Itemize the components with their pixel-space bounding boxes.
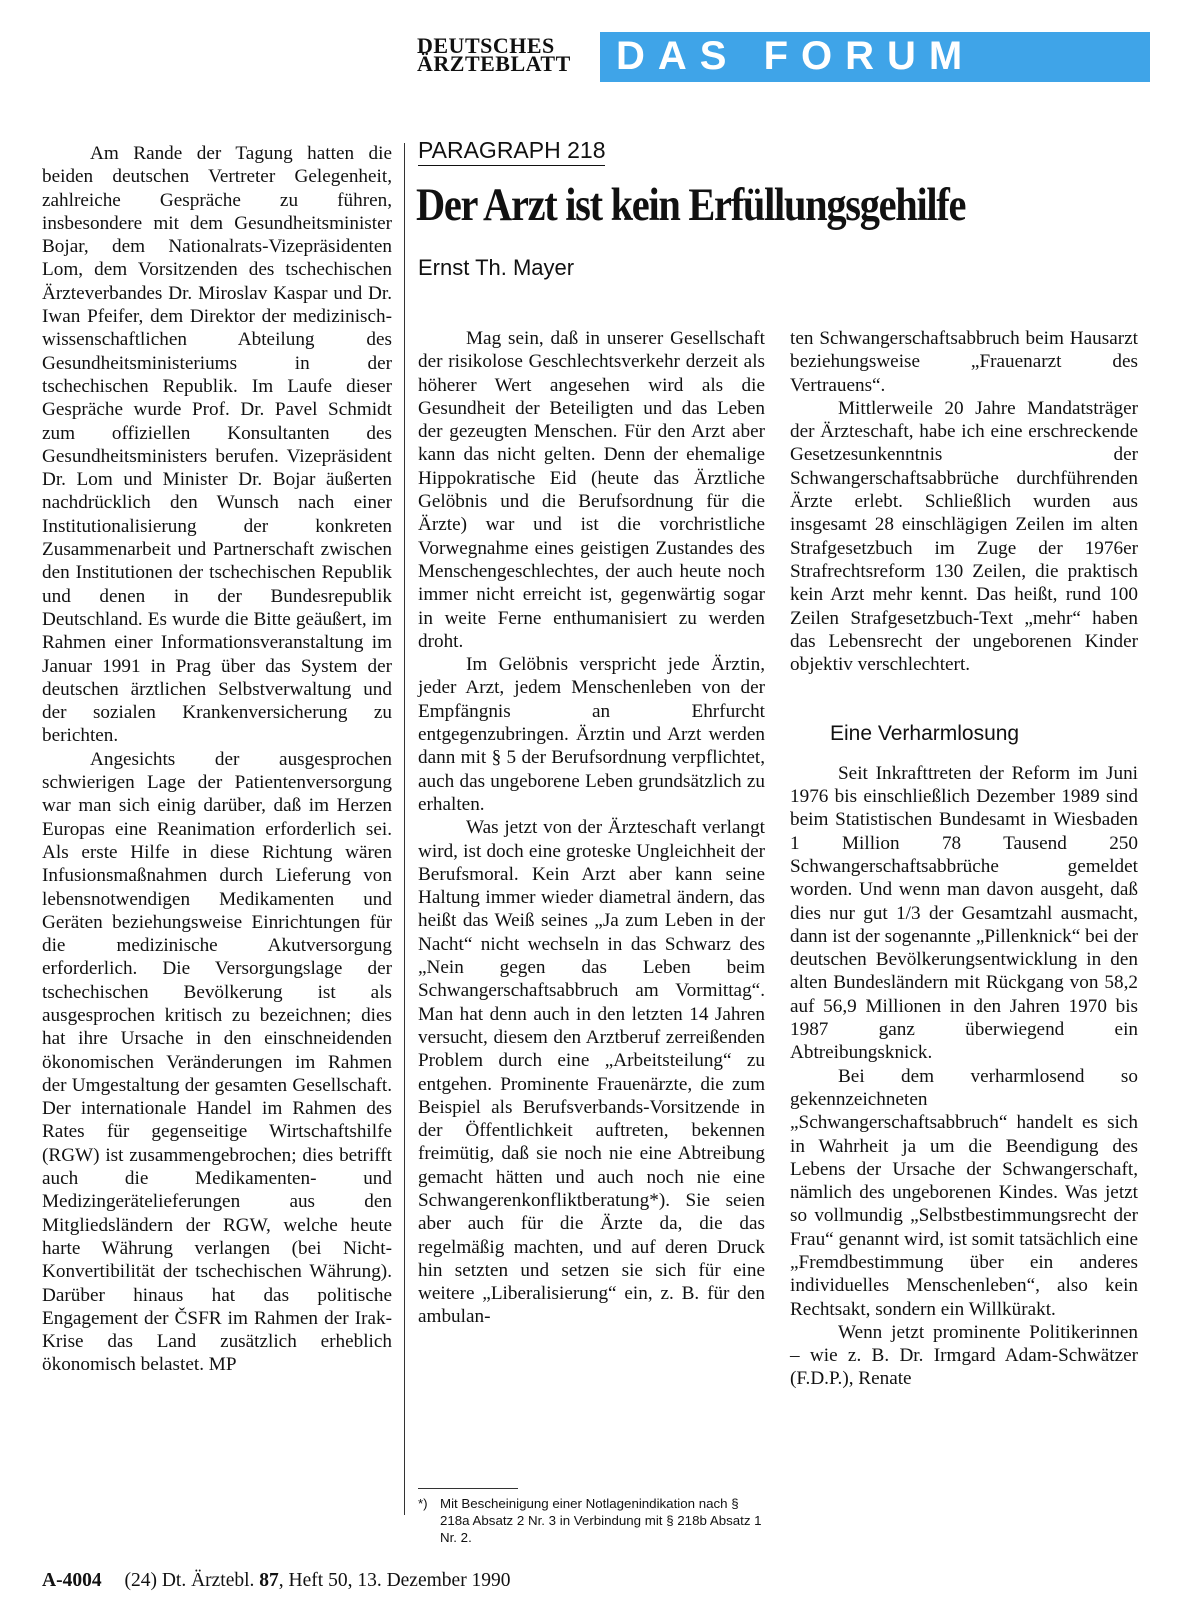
article-column-right	[790, 327, 1138, 1391]
article-kicker: PARAGRAPH 218	[418, 137, 605, 166]
section-label: DAS FORUM	[616, 34, 976, 78]
page-footer	[42, 1570, 511, 1592]
body-paragraph: Bei dem verharmlosend so gekennzeichneten „Schwangerschaftsabbruch“ handelt es sich in Wahrheit ja um die Beendigung des Lebens der Ursache der Schwangerschaft, nämlich des ungeborenen Kindes. Was jetzt so vollmundig „Selbstbestimmungsrecht der Frau“ genannt wird, ist somit tatsächlich eine „Fremdbestimmung über ein anderes individuelles Menschenleben“, also kein Rechtsakt, sondern ein Willkürakt.	[790, 1065, 1138, 1320]
body-paragraph: Am Rande der Tagung hatten die beiden deutschen Vertreter Gelegenheit, zahlreiche Gespräche zu führen, insbesondere mit dem Gesundheitsminister Bojar, dem Nationalrats-Vizepräsidenten Lom, dem Vorsitzenden des tschechischen Ärzteverbandes Dr. Miroslav Kaspar und Dr. Iwan Pfeifer, dem Direktor der medizinisch-wissenschaftlichen Abteilung des Gesundheitsministeriums in der tschechischen Republik. Im Laufe dieser Gespräche wurde Prof. Dr. Pavel Schmidt zum offiziellen Konsultanten des Gesundheitsministers berufen. Vizepräsident Dr. Lom und Minister Dr. Bojar äußerten nachdrücklich den Wunsch nach einer Institutionalisierung der konkreten Zusammenarbeit und Partnerschaft zwischen den Institutionen der tschechischen Republik und denen in der Bundesrepublik Deutschland. Es wurde die Bitte geäußert, im Rahmen einer Informationsveranstaltung im Januar 1991 in Prag über das System der deutschen ärztlichen Selbstverwaltung und der sozialen Krankenversicherung zu berichten.	[42, 143, 392, 747]
article-title: Der Arzt ist kein Erfüllungsgehilfe	[416, 179, 966, 231]
volume-number: 87	[259, 1570, 279, 1591]
article-column-left	[42, 142, 392, 1377]
journal-logo-line1: DEUTSCHES	[417, 33, 555, 58]
body-paragraph: Mag sein, daß in unserer Gesellschaft der risikolose Geschlechtsverkehr derzeit als höherer Wert angesehen wird als die Gesundheit der Beteiligten und das Leben der gezeugten Menschen. Für den Arzt aber kann das nicht gelten. Denn der ehemalige Hippokratische Eid (heute das Ärztliche Gelöbnis und die Berufsordnung für die Ärzte) war und ist die vorchristliche Vorwegnahme eines geistigen Zustandes des Menschengeschlechtes, der auch heute noch immer nicht erreicht ist, gegenwärtig sogar in weite Ferne enthumanisiert zu werden droht.	[418, 328, 765, 652]
journal-logo	[417, 33, 589, 76]
footnote	[418, 1495, 766, 1546]
body-paragraph: Mittlerweile 20 Jahre Mandatsträger der Ärzteschaft, habe ich eine erschreckende Gesetzesunkenntnis der Schwangerschaftsabbrüche durchführenden Ärzte erlebt. Schließlich wurden aus insgesamt 28 einschlägigen Zeilen im alten Strafgesetzbuch im Zuge der 1976er Strafrechtsreform 130 Zeilen, die praktisch kein Arzt mehr kennt. Das heißt, rund 100 Zeilen Strafgesetzbuch-Text „mehr“ haben das Lebensrecht der ungeborenen Kinder objektiv verschlechtert.	[790, 397, 1138, 676]
article-author: Ernst Th. Mayer	[418, 255, 575, 280]
column-divider	[404, 143, 405, 1515]
body-paragraph: Angesichts der ausgesprochen schwierigen Lage der Patientenversorgung war man sich einig darüber, daß im Herzen Europas eine Reanimation erforderlich sei. Als erste Hilfe in diese Richtung wären Infusionsmaßnahmen durch Lieferung von lebensnotwendigen Medikamenten und Geräten beziehungsweise Einrichtungen für die medizinische Akutversorgung erforderlich. Die Versorgungslage der tschechischen Bevölkerung ist als ausgesprochen kritisch zu bezeichnen; dies hat ihre Ursache in den einschneidenden ökonomischen Veränderungen im Rahmen der Umgestaltung der gesamten Gesellschaft. Der internationale Handel im Rahmen des Rates für gegenseitige Wirtschaftshilfe (RGW) ist zusammengebrochen; dies betrifft auch die Medikamenten- und Medizingerätelieferungen aus den Mitgliedsländern der RGW, welche heute harte Währung verlangen (bei Nicht-Konvertibilität der tschechischen Währung). Darüber hinaus hat das politische Engagement der ČSFR im Rahmen der Irak-Krise das Land zusätzlich erheblich ökonomisch belastet. MP	[42, 748, 392, 1376]
body-paragraph: Was jetzt von der Ärzteschaft verlangt wird, ist doch eine groteske Ungleichheit der Berufsmoral. Kein Arzt aber kann seine Haltung immer wieder diametral ändern, das heißt das Weiß seines „Ja zum Leben in der Nacht“ nicht wechseln in das Schwarz des „Nein gegen das Leben beim Schwangerschaftsabbruch am Vormittag“. Man hat denn auch in den letzten 14 Jahren versucht, diesem den Arztberuf zerreißenden Problem durch eine „Arbeitsteilung“ zu entgehen. Prominente Frauenärzte, die zum Beispiel als Berufsverbands-Vorsitzende in der Öffentlichkeit auftreten, bekennen freimütig, daß sie noch nie eine Abtreibung gemacht hätten und auch noch nie eine Schwangerenkonfliktberatung*). Sie seien aber auch für die Ärzte da, die das regelmäßig machten, und auf deren Druck hin setzten und setzen sie sich für eine weitere „Liberalisierung“ ein, z. B. für den ambulan-	[418, 817, 765, 1328]
issue-date: , Heft 50, 13. Dezember 1990	[278, 1570, 511, 1591]
body-paragraph: Seit Inkrafttreten der Reform im Juni 1976 bis einschließlich Dezember 1989 sind beim Statistischen Bundesamt in Wiesbaden 1 Million 78 Tausend 250 Schwangerschaftsabbrüche gemeldet worden. Und wenn man davon ausgeht, daß dies nur gut 1/3 der Gesamtzahl ausmacht, dann ist der sogenannte „Pillenknick“ bei der deutschen Bevölkerungsentwicklung in den alten Bundesländern mit Rückgang von 58,2 auf 56,9 Millionen in den Jahren 1970 bis 1987 ganz überwiegend ein Abtreibungsknick.	[790, 762, 1138, 1064]
footnote-text: Mit Bescheinigung einer Notlagenindikation nach § 218a Absatz 2 Nr. 3 in Verbindung mit § 218b Absatz 1 Nr. 2.	[440, 1496, 762, 1545]
section-banner	[600, 32, 1150, 82]
section-subheading: Eine Verharmlosung	[830, 722, 1020, 746]
article-column-middle	[418, 327, 765, 1329]
body-paragraph: ten Schwangerschaftsabbruch beim Hausarzt beziehungsweise „Frauenarzt des Vertrauens“.	[790, 328, 1138, 396]
issue-prefix: (24) Dt. Ärztebl.	[124, 1570, 255, 1591]
body-paragraph: Im Gelöbnis verspricht jede Ärztin, jeder Arzt, jedem Menschenleben von der Empfängnis an Ehrfurcht entgegenzubringen. Ärztin und Arzt werden dann mit § 5 der Berufsordnung verpflichtet, auch das ungeborene Leben grundsätzlich zu erhalten.	[418, 654, 765, 815]
page-number: A-4004	[42, 1570, 102, 1591]
footnote-divider	[418, 1488, 518, 1489]
journal-logo-line2: ÄRZTEBLATT	[417, 51, 571, 76]
body-paragraph: Wenn jetzt prominente Politikerinnen – wie z. B. Dr. Irmgard Adam-Schwätzer (F.D.P.), Renate	[790, 1321, 1138, 1390]
footnote-marker: *)	[418, 1496, 428, 1511]
